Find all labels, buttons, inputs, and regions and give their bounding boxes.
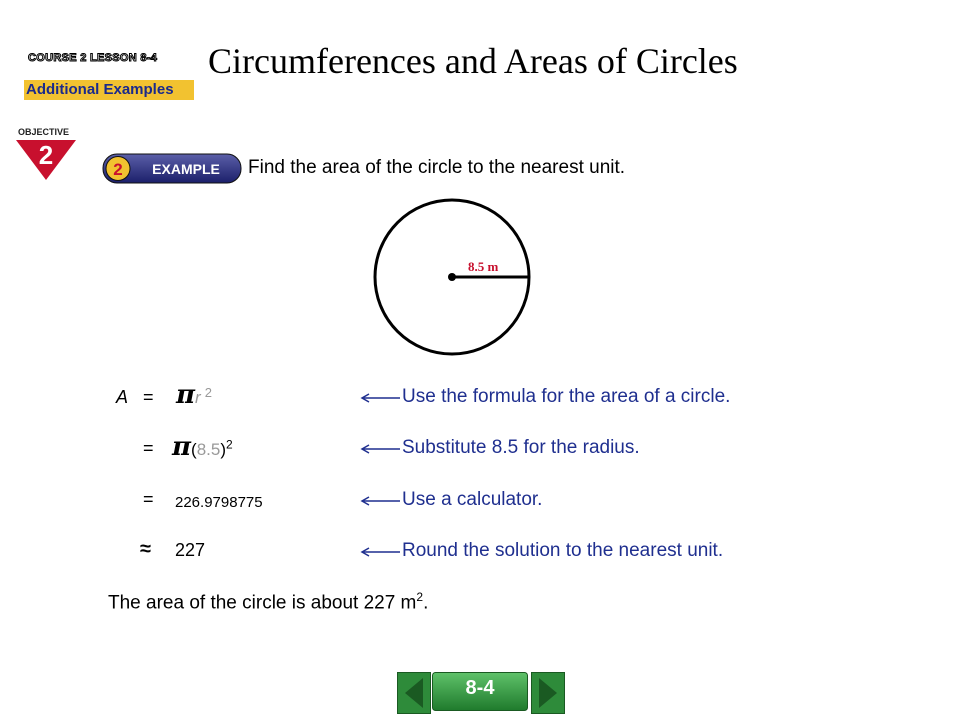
- example-label: EXAMPLE: [152, 161, 220, 177]
- example-number: 2: [113, 160, 123, 179]
- step3-note: Use a calculator.: [402, 489, 543, 510]
- objective-2-badge: [14, 140, 78, 180]
- step3-value: 226.9798775: [175, 494, 263, 511]
- approx-symbol: ≈: [140, 538, 151, 560]
- step4-note: Round the solution to the nearest unit.: [402, 540, 724, 561]
- lesson-number-label-wrap: [432, 672, 528, 711]
- step1-expression: [176, 380, 212, 410]
- page-title: Circumferences and Areas of Circles: [208, 41, 738, 81]
- course-lesson-label: COURSE 2 LESSON 8-4: [28, 52, 158, 64]
- step4-value: 227: [175, 540, 206, 560]
- step3-equals: =: [143, 489, 154, 509]
- step1-equals: =: [143, 387, 154, 407]
- step1-exponent: 2: [204, 384, 212, 400]
- next-slide-button[interactable]: [531, 672, 565, 714]
- additional-examples-banner: [24, 80, 194, 100]
- previous-slide-button[interactable]: [397, 672, 431, 714]
- step1-note: Use the formula for the area of a circle.: [402, 386, 731, 407]
- left-arrow-icon: [360, 496, 400, 506]
- step2-exponent: 2: [226, 437, 233, 452]
- left-arrow-icon: [360, 393, 400, 403]
- step2-expression: $\pi(8.5)^2$: [172, 432, 233, 462]
- step2-equals: =: [143, 438, 154, 458]
- left-arrow-icon: [360, 444, 400, 454]
- step2-note: Substitute 8.5 for the radius.: [402, 437, 640, 458]
- pi-symbol: π: [176, 380, 196, 410]
- left-arrow-icon: [360, 547, 400, 557]
- example-2-badge: [102, 153, 242, 184]
- pi-symbol: π: [172, 432, 192, 462]
- step2-radius: 8.5: [196, 440, 221, 459]
- step1-r: r: [195, 388, 201, 407]
- lesson-number-label: 8-4: [465, 677, 495, 699]
- area-variable: A: [116, 387, 129, 407]
- circle-figure: [372, 197, 534, 377]
- objective-label: OBJECTIVE: [18, 127, 70, 137]
- additional-examples-label: Additional Examples: [26, 81, 174, 98]
- conclusion: The area of the circle is about 227 $m^2$.: [108, 590, 429, 614]
- objective-number: 2: [38, 140, 54, 170]
- example-prompt: Find the area of the circle to the nearest unit.: [248, 157, 626, 178]
- radius-label: 8.5 m: [468, 259, 499, 274]
